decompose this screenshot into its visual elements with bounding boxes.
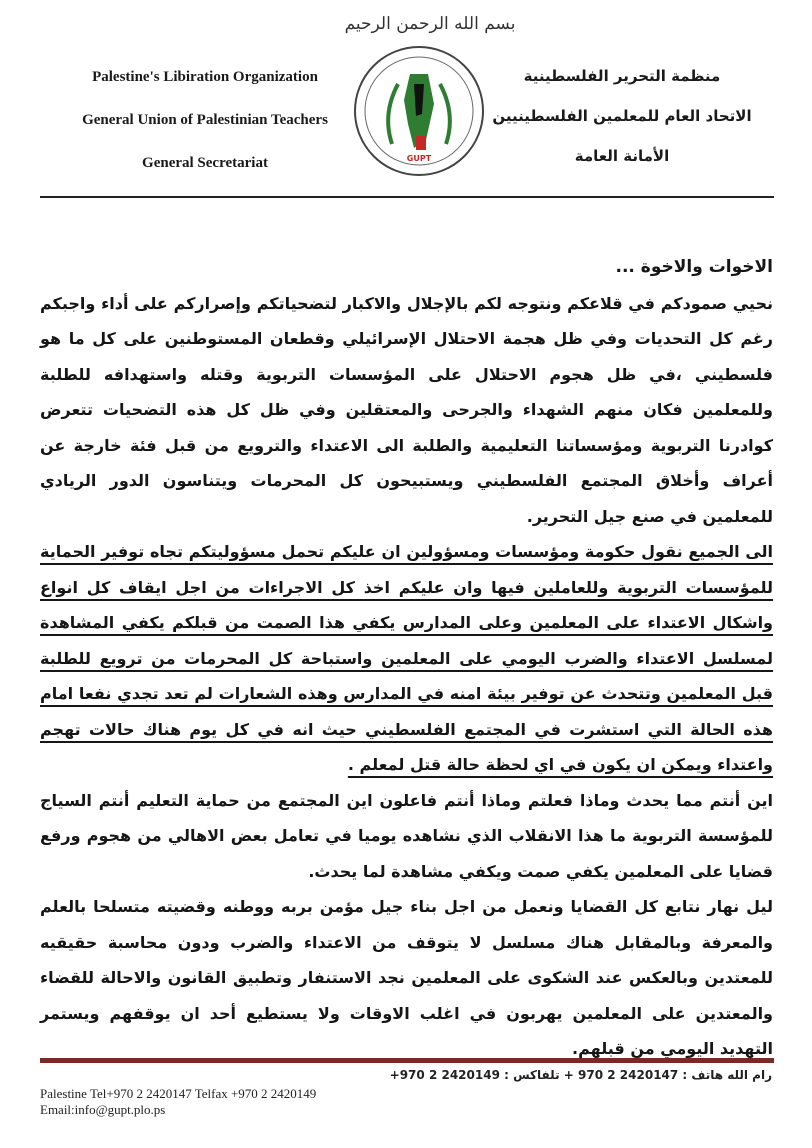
footer-email: Email:info@gupt.plo.ps [40,1102,166,1117]
gupt-logo [352,44,486,178]
header-arabic [472,60,772,180]
header-divider [40,196,774,198]
footer-arabic-phones: رام الله هاتف : 2420147 2 970 + تلفاكس : 2420149 2 970+ [389,1068,772,1082]
footer-english [40,1086,440,1118]
bismillah-calligraphy: بسم الله الرحمن الرحيم [344,14,516,34]
header-english [40,62,370,191]
letter-paragraph-3: اين أنتم مما يحدث وماذا فعلتم وماذا أنتم فاعلون اين المجتمع من حماية التعليم أنتم السياج للمؤسسة التربوية ما هذا الانقلاب الذي نشاهده يوميا في تعامل بعض الاهالي من هجوم ورفع قضايا على المعلمين يكفي صمت ويكفي مشاهدة لما يحدث. [40,790,773,881]
org-name-english: Palestine's Libiration Organization [92,69,318,85]
footer-english-phones: Palestine Tel+970 2 2420147 Telfax +970 2 2420149 [40,1086,317,1101]
footer-arabic [232,1068,772,1082]
letter-paragraph-2-underlined: الى الجميع نقول حكومة ومؤسسات ومسؤولين ان عليكم تحمل مسؤوليتكم تجاه توفير الحماية للمؤسسات التربوية وللعاملين فيها وان عليكم اخذ كل الاجراءات من اجل ايقاف كل انواع واشكال الاعتداء على المعلمين وعلى المدارس يكفي هذا الصمت من قبلكم يكفي المشاهدة لمسلسل الاعتداء والضرب اليومي على المعلمين واستباحة كل المحرمات من ترويع للطلبة قبل المعلمين وتتحدث عن توفير بيئة امنه في المدارس وهذه الشعارات لم تعد تجدي نفعا امام هذه الحالة التي استشرت في المجتمع الفلسطيني حيث انه في كل يوم هناك حالات تهجم واعتداء ويمكن ان يكون في اي لحظة حالة قتل لمعلم . [40,542,773,774]
union-name-english: General Union of Palestinian Teachers [82,112,328,128]
svg-text:GUPT: GUPT [406,154,432,163]
footer-divider [40,1058,774,1063]
letter-body [40,250,773,1067]
letter-paragraph-4: ليل نهار نتابع كل القضايا ونعمل من اجل بناء جيل مؤمن بربه ووطنه وقضيته متسلحا بالعلم والمعرفة وبالمقابل هناك مسلسل لا يتوقف من الاعتداء والضرب ودون محاسبة حقيقيه للمعتدين وبالعكس عند الشكوى على المعلمين نجد الاستنفار وتطبيق القانون والاحالة للقضاء والمعتدين على المعلمين يهربون في اغلب الاوقات ولا يستطيع أحد ان يوقفهم ويستمر التهديد اليومي من قبلهم. [40,897,773,1058]
org-name-arabic: منظمة التحرير الفلسطينية [523,67,721,85]
secretariat-english: General Secretariat [142,155,268,171]
union-name-arabic: الاتحاد العام للمعلمين الفلسطينيين [492,107,752,125]
secretariat-arabic: الأمانة العامة [574,147,670,165]
letter-greeting: الاخوات والاخوة ... [615,257,773,277]
letter-paragraph-1: نحيي صمودكم في قلاعكم ونتوجه لكم بالإجلال والاكبار لتضحياتكم وإصراركم على أداء واجبكم رغم كل التحديات وفي ظل هجمة الاحتلال الإسرائيلي وقطعان المستوطنين على كل ما هو فلسطيني ،في ظل هجوم الاحتلال على المؤسسات التربوية وقتله واستهدافه للطلبة وللمعلمين فكان منهم الشهداء والجرحى والمعتقلين وفي ظل كل هذه التضحيات تتعرض كوادرنا التربوية ومؤسساتنا التعليمية والطلبة الى الاعتداء والترويع من قبل فئة خارجة عن أعراف وأخلاق المجتمع الفلسطيني ويستبيحون كل المحرمات ويتناسون الدور الريادي للمعلمين في صنع جيل التحرير. [40,293,773,526]
